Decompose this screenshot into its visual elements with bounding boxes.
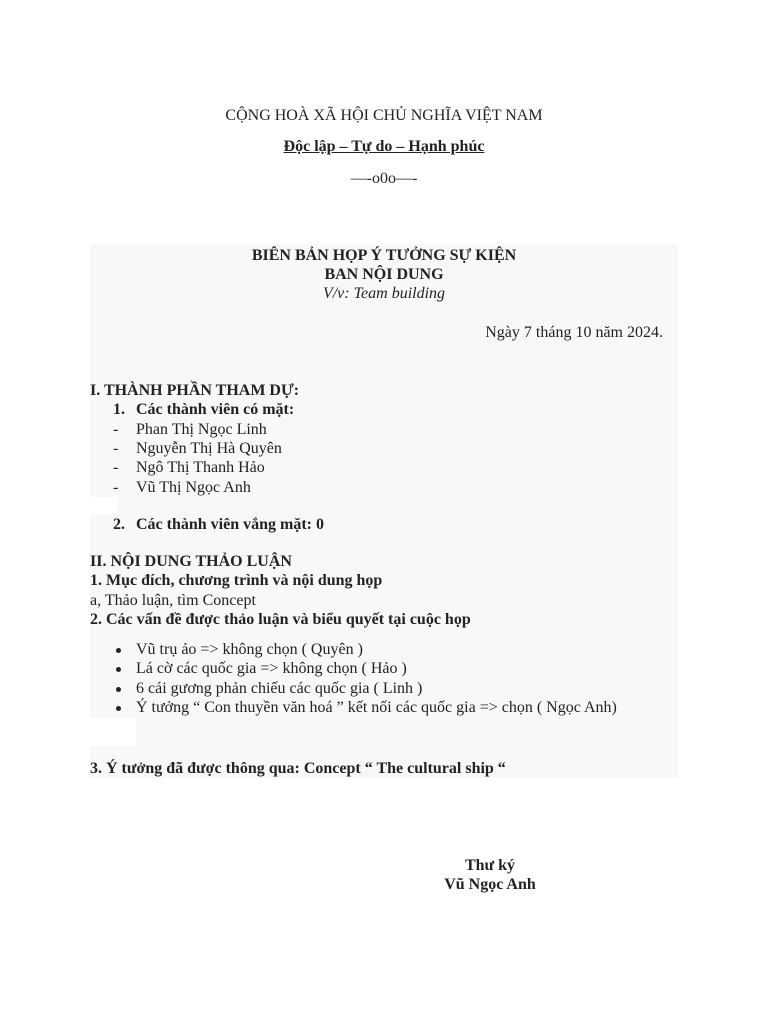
dash-marker: - [113, 440, 119, 457]
purpose-heading: 1. Mục đích, chương trình và nội dung họp [90, 572, 383, 589]
discussed-issues-heading: 2. Các vấn đề được thảo luận và biểu quyết tại cuộc họp [90, 611, 471, 628]
bullet-marker [116, 648, 121, 653]
idea-item: Lá cờ các quốc gia => không chọn ( Hảo ) [136, 660, 407, 677]
idea-item: Vũ trụ ảo => không chọn ( Quyên ) [136, 641, 363, 658]
list-number: 2. [113, 516, 125, 533]
present-members-label: Các thành viên có mặt: [136, 401, 295, 418]
nation-motto: Độc lập – Tự do – Hạnh phúc [283, 138, 485, 155]
section2-heading: II. NỘI DUNG THẢO LUẬN [90, 553, 292, 570]
dash-marker: - [113, 421, 119, 438]
section1-heading: I. THÀNH PHẦN THAM DỰ: [90, 382, 300, 399]
content-block-gap [90, 718, 136, 746]
member-item: Phan Thị Ngọc Linh [136, 421, 267, 438]
document-title: BIÊN BẢN HỌP Ý TƯỞNG SỰ KIỆN [251, 247, 517, 264]
department-name: BAN NỘI DUNG [324, 266, 444, 283]
dash-marker: - [113, 479, 119, 496]
member-item: Vũ Thị Ngọc Anh [136, 479, 251, 496]
bullet-marker [116, 706, 121, 711]
header-divider: —-o0o—- [350, 170, 418, 187]
bullet-marker [116, 687, 121, 692]
dash-marker: - [113, 459, 119, 476]
document-date: Ngày 7 tháng 10 năm 2024. [485, 324, 663, 341]
idea-item: Ý tưởng “ Con thuyền văn hoá ” kết nối các quốc gia => chọn ( Ngọc Anh) [136, 699, 617, 716]
signer-name: Vũ Ngọc Anh [444, 876, 536, 893]
absent-members-label: Các thành viên vắng mặt: 0 [136, 516, 325, 533]
signer-role: Thư ký [464, 857, 516, 874]
bullet-marker [116, 667, 121, 672]
member-item: Nguyễn Thị Hà Quyên [136, 440, 282, 457]
idea-item: 6 cái gương phản chiếu các quốc gia ( Linh ) [136, 680, 423, 697]
list-number: 1. [113, 401, 125, 418]
approved-concept: 3. Ý tưởng đã được thông qua: Concept “ The cultural ship “ [90, 760, 506, 777]
nation-title: CỘNG HOÀ XÃ HỘI CHỦ NGHĨA VIỆT NAM [225, 107, 543, 124]
document-subject: V/v: Team building [322, 285, 446, 302]
member-item: Ngô Thị Thanh Hảo [136, 459, 265, 476]
content-block-gap [90, 497, 118, 515]
concept-discussion: a, Thảo luận, tìm Concept [90, 592, 256, 609]
